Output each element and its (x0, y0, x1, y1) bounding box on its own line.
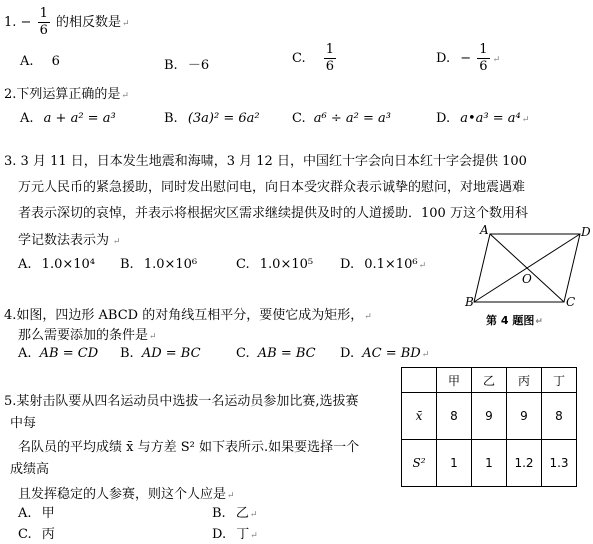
return-mark-icon: ↵ (418, 261, 427, 271)
q1-option-c-label: C. (292, 51, 306, 66)
q2-option-a-text: a + a² = a³ (43, 111, 116, 126)
q5-option-a-label: A. (18, 506, 32, 521)
q1-option-b-label: B. (164, 58, 178, 73)
return-mark-icon: ↵ (121, 91, 129, 101)
q2-option-b-label: B. (164, 111, 178, 126)
q1-option-d-minus: − (460, 51, 472, 66)
question-2-stem (4, 83, 129, 102)
table-cell: 1.3 (542, 440, 577, 487)
q2-option-b-text: (3a)² = 6a² (187, 111, 260, 126)
q2-option-c (292, 111, 391, 126)
q3-option-a (18, 257, 95, 272)
q3-option-c-label: C. (236, 257, 250, 272)
q5-line-4 (10, 458, 49, 477)
q5-line-3-text: 名队员的平均成绩 x̄ 与方差 S² 如下表所示.如果要选择一个 (18, 440, 360, 455)
center-o-label: O (522, 272, 532, 286)
diagonal-bd (474, 234, 580, 302)
q1-option-d-num: 1 (479, 42, 488, 57)
q4-line-1-text: 4.如图，四边形 ABCD 的对角线互相平分，要使它成为矩形， (4, 308, 364, 323)
table-cell: 9 (472, 393, 507, 440)
q4-option-c-text: AB = BC (257, 346, 316, 361)
return-mark-icon: ↵ (122, 19, 130, 29)
q1-option-d-fraction (477, 42, 489, 75)
parallelogram-figure (462, 222, 590, 330)
return-mark-icon: ↵ (364, 312, 372, 322)
vertex-c-label: C (566, 295, 576, 309)
return-mark-icon: ↵ (227, 491, 235, 501)
vertex-d-label: D (581, 225, 590, 239)
table-cell: 1 (472, 440, 507, 487)
q3-option-a-text: 1.0×10⁴ (41, 257, 95, 272)
q5-option-c-label: C. (18, 527, 32, 542)
q3-line-4 (18, 229, 120, 248)
q3-option-b-label: B. (120, 257, 134, 272)
table-header-cell (402, 368, 437, 393)
q4-option-a (18, 346, 98, 361)
q4-option-d (340, 346, 429, 361)
q3-option-d (340, 257, 426, 272)
q2-option-d (436, 111, 529, 126)
vertex-b-label: B (465, 295, 474, 309)
q4-option-d-label: D. (340, 346, 355, 361)
return-mark-icon: ↵ (149, 332, 157, 342)
question-1-stem (4, 6, 130, 39)
table-row (402, 393, 577, 440)
vertex-a-label: A (480, 223, 489, 237)
q2-option-c-text: a⁶ ÷ a² = a³ (313, 111, 391, 126)
q5-option-b-text: 乙 (235, 506, 249, 521)
q5-option-c-text: 丙 (41, 527, 55, 542)
q3-line-2 (18, 176, 525, 195)
q3-option-d-label: D. (340, 257, 355, 272)
q1-frac-den: 6 (39, 23, 48, 38)
q1-number: 1. (4, 15, 17, 30)
q1-fraction (38, 6, 50, 39)
q4-option-a-label: A. (18, 346, 32, 361)
q5-option-d-text: 丁 (236, 527, 250, 542)
q3-line-3-text: 者表示深切的哀悼，并表示将根据灾区需求继续提供及时的人道援助．100 万这个数用科 (18, 206, 528, 221)
q4-line-2-text: 那么需要添加的条件是 (18, 328, 149, 343)
table-row (402, 440, 577, 487)
q4-option-c-label: C. (236, 346, 250, 361)
q2-option-d-label: D. (436, 111, 451, 126)
q4-option-b-label: B. (120, 346, 134, 361)
q5-line-4-text: 成绩高 (10, 462, 50, 477)
q1-option-b-text: －6 (187, 58, 210, 73)
q4-option-c (236, 346, 316, 361)
return-mark-icon: ↵ (535, 317, 543, 327)
q5-option-a (18, 502, 55, 521)
q5-line-2 (10, 412, 36, 431)
q1-option-a (20, 54, 60, 69)
figure-caption-text: 第 4 题图 (486, 314, 535, 327)
q3-line-4-text: 学记数法表示为 (18, 233, 110, 248)
q2-option-c-label: C. (292, 111, 306, 126)
q1-option-b (164, 54, 209, 73)
q5-option-d-label: D. (212, 527, 227, 542)
return-mark-icon: ↵ (249, 510, 258, 520)
q1-option-a-text: 6 (51, 54, 60, 69)
table-header-row (402, 368, 577, 393)
q5-line-2-text: 中每 (10, 416, 37, 431)
q5-line-5 (18, 483, 235, 502)
q1-option-c (292, 42, 338, 75)
q2-option-a (20, 111, 116, 126)
q1-option-a-label: A. (20, 54, 34, 69)
table-cell: 9 (507, 393, 542, 440)
q5-option-b (212, 502, 257, 521)
q5-option-d (212, 523, 258, 542)
q1-option-c-fraction (324, 42, 336, 75)
score-table (401, 367, 577, 487)
table-row-label: S² (402, 440, 437, 487)
q2-option-b (164, 111, 260, 126)
q1-suffix: 的相反数是 (56, 15, 122, 30)
q5-line-1 (4, 390, 359, 409)
q4-option-a-text: AB = CD (39, 346, 99, 361)
q4-option-b-text: AD = BC (141, 346, 201, 361)
q3-line-1-text: 3. 3 月 11 日，日本发生地震和海啸，3 月 12 日，中国红十字会向日本红十字会提供 100 (4, 154, 527, 169)
q2-option-d-text: a•a³ = a⁴ (460, 111, 521, 126)
return-mark-icon: ↵ (250, 531, 258, 541)
q3-option-d-text: 0.1×10⁶ (364, 257, 418, 272)
q1-frac-num: 1 (39, 6, 48, 21)
q4-option-b (120, 346, 201, 361)
figure-caption (486, 312, 543, 328)
return-mark-icon: ↵ (492, 55, 501, 65)
table-header-cell: 丙 (507, 368, 542, 393)
q1-option-c-num: 1 (325, 42, 335, 57)
q1-option-c-den: 6 (325, 59, 335, 74)
table-header-cell: 甲 (437, 368, 472, 393)
q3-line-2-text: 万元人民币的紧急援助，同时发出慰问电，向日本受灾群众表示诚挚的慰问，对地震遇难 (18, 180, 526, 195)
q4-line-2 (18, 324, 157, 343)
q1-option-d (436, 42, 500, 75)
q1-option-d-label: D. (436, 51, 451, 66)
q2-stem-text: 2.下列运算正确的是 (4, 87, 121, 102)
q3-option-b (120, 257, 197, 272)
table-header-cell: 乙 (472, 368, 507, 393)
return-mark-icon: ↵ (421, 350, 430, 360)
table-cell: 1 (437, 440, 472, 487)
q3-option-c (236, 257, 313, 272)
q5-option-b-label: B. (212, 506, 226, 521)
table-cell: 8 (542, 393, 577, 440)
table-header-cell: 丁 (542, 368, 577, 393)
q1-option-d-den: 6 (479, 59, 488, 74)
return-mark-icon: ↵ (110, 237, 121, 247)
q4-option-d-text: AC = BD (362, 346, 421, 361)
q5-option-c (18, 523, 55, 542)
q2-option-a-label: A. (20, 111, 34, 126)
q3-option-b-text: 1.0×10⁶ (143, 257, 198, 272)
q5-option-a-text: 甲 (41, 506, 55, 521)
q5-line-3 (18, 436, 359, 455)
q1-minus: − (20, 15, 32, 30)
q4-line-1 (4, 304, 372, 323)
q5-line-5-text: 且发挥稳定的人参赛，则这个人应是 (18, 487, 227, 502)
q3-line-1 (4, 150, 527, 169)
q5-line-1-text: 5.某射击队要从四名运动员中选拔一名运动员参加比赛,选拔赛 (4, 394, 359, 409)
table-row-label: x̄ (402, 393, 437, 440)
return-mark-icon: ↵ (521, 115, 530, 125)
q3-option-a-label: A. (18, 257, 32, 272)
q3-line-3 (18, 202, 528, 221)
table-cell: 8 (437, 393, 472, 440)
parallelogram-diagram (462, 222, 590, 326)
q3-option-c-text: 1.0×10⁵ (259, 257, 314, 272)
table-cell: 1.2 (507, 440, 542, 487)
